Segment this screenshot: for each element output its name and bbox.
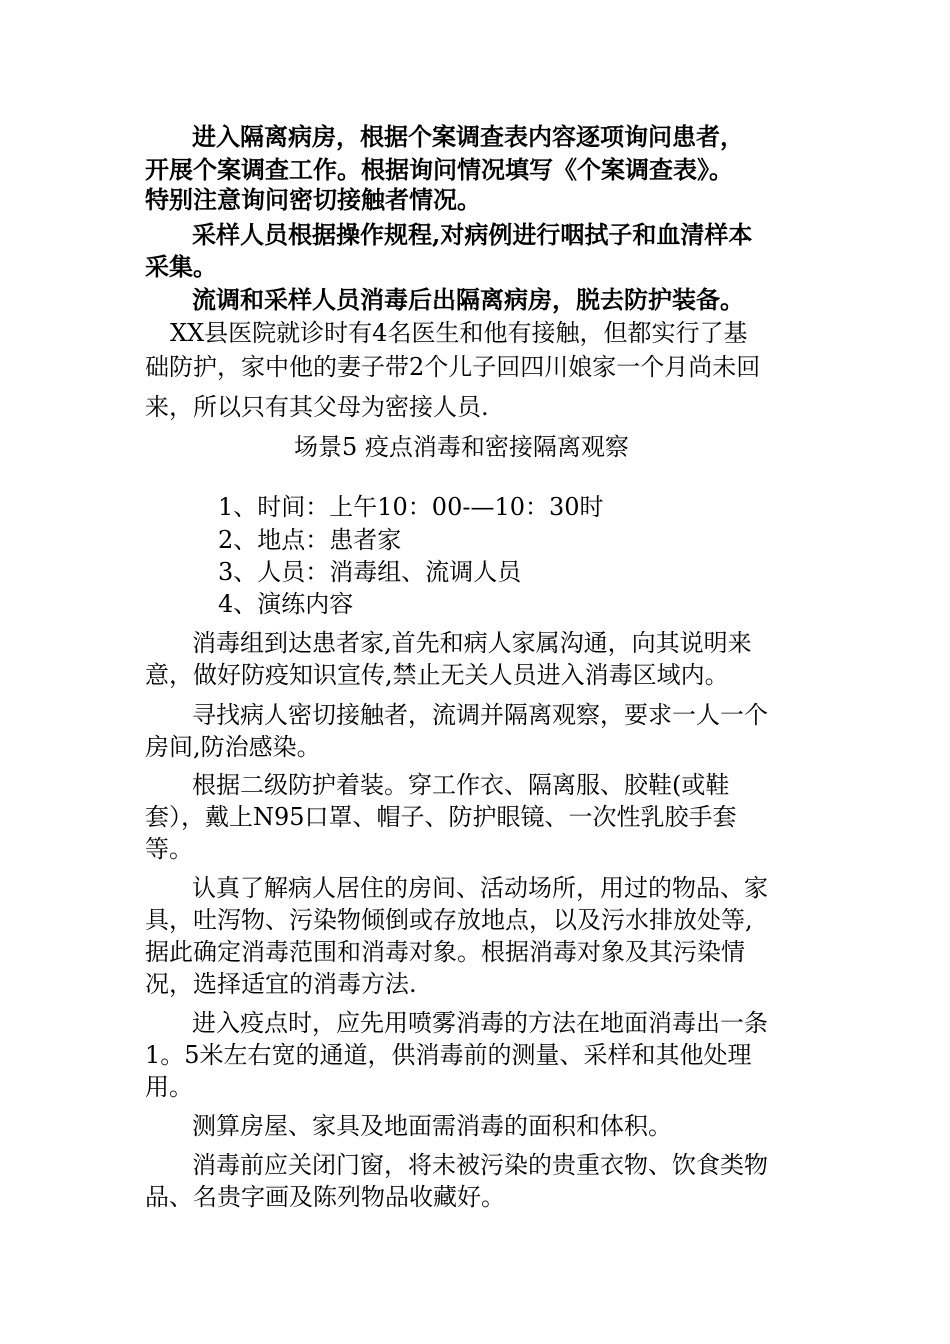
- text-line: 采集。: [145, 252, 217, 281]
- text-line: 来，所以只有其父母为密接人员.: [145, 393, 489, 421]
- text-line: 套），戴上N95口罩、帽子、防护眼镜、一次性乳胶手套: [145, 803, 737, 831]
- text-line: 流调和采样人员消毒后出隔离病房，脱去防护装备。: [192, 285, 744, 314]
- list-item: 2、地点：患者家: [218, 526, 402, 554]
- text-line: XX县医院就诊时有4名医生和他有接触，但都实行了基: [170, 319, 748, 347]
- text-line: 1。5米左右宽的通道，供消毒前的测量、采样和其他处理: [145, 1041, 752, 1069]
- text-line: 采样人员根据操作规程,对病例进行咽拭子和血清样本: [192, 220, 753, 249]
- text-line: 测算房屋、家具及地面需消毒的面积和体积。: [192, 1112, 672, 1140]
- text-line: 特别注意询问密切接触者情况。: [145, 185, 481, 214]
- text-line: 品、名贵字画及陈列物品收藏好。: [145, 1183, 505, 1211]
- text-line: 等。: [145, 835, 193, 863]
- list-item: 1、时间：上午10：00-—10：30时: [218, 493, 604, 521]
- text-line: 进入疫点时，应先用喷雾消毒的方法在地面消毒出一条: [192, 1009, 768, 1037]
- text-line: 况，选择适宜的消毒方法.: [145, 970, 417, 998]
- text-line: 用。: [145, 1073, 193, 1101]
- text-line: 意，做好防疫知识宣传,禁止无关人员进入消毒区域内。: [145, 661, 729, 689]
- text-line: 认真了解病人居住的房间、活动场所，用过的物品、家: [192, 874, 768, 902]
- text-line: 房间,防治感染。: [145, 733, 321, 761]
- scene-title: 场景5 疫点消毒和密接隔离观察: [294, 433, 629, 461]
- list-item: 3、人员：消毒组、流调人员: [218, 558, 522, 586]
- text-line: 进入隔离病房，根据个案调查表内容逐项询问患者，: [192, 122, 744, 151]
- text-line: 消毒前应关闭门窗，将未被污染的贵重衣物、饮食类物: [192, 1151, 768, 1179]
- text-line: 础防护，家中他的妻子带2个儿子回四川娘家一个月尚未回: [145, 353, 761, 381]
- text-line: 据此确定消毒范围和消毒对象。根据消毒对象及其污染情: [145, 938, 745, 966]
- text-line: 寻找病人密切接触者，流调并隔离观察，要求一人一个: [192, 701, 768, 729]
- text-line: 开展个案调查工作。根据询问情况填写《个案调查表》。: [145, 155, 733, 184]
- text-line: 具，吐泻物、污染物倾倒或存放地点，以及污水排放处等,: [145, 906, 753, 934]
- list-item: 4、演练内容: [218, 590, 354, 618]
- text-line: 根据二级防护着装。穿工作衣、隔离服、胶鞋(或鞋: [192, 771, 730, 799]
- text-line: 消毒组到达患者家,首先和病人家属沟通，向其说明来: [192, 629, 752, 657]
